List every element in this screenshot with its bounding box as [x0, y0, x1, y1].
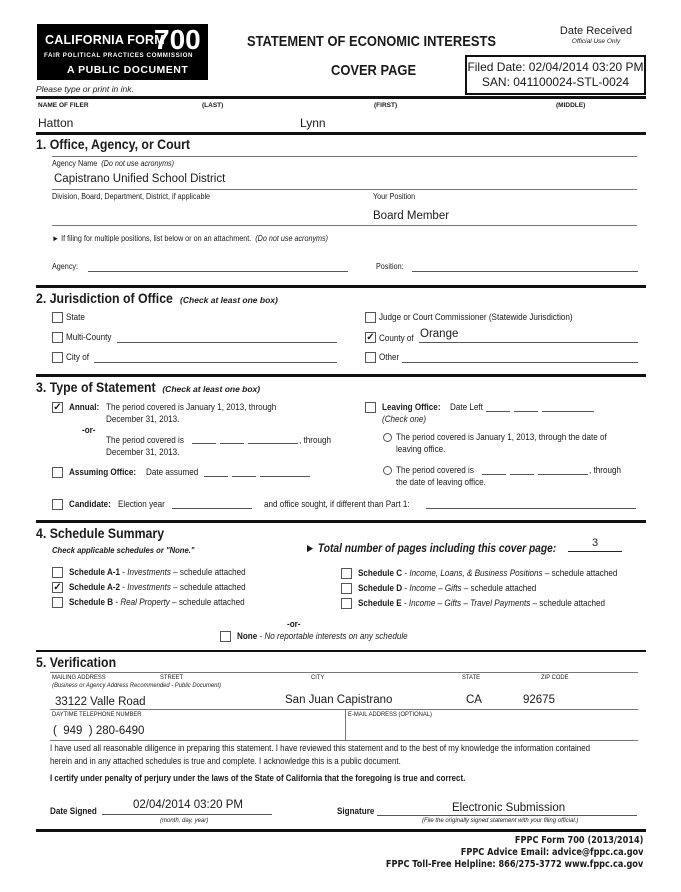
- divider: [36, 96, 646, 99]
- san-number: SAN: 041100024-STL-0024: [481, 75, 630, 89]
- divider: [52, 156, 637, 157]
- divider: [36, 132, 646, 135]
- divider: [50, 709, 638, 710]
- total-pages-underline: [568, 551, 622, 552]
- commission-label: FAIR POLITICAL PRACTICES COMMISSION: [44, 52, 194, 59]
- annual-label: Annual:: [69, 402, 100, 412]
- signature-hint: (File the originally signed statement with your filing official.): [422, 818, 579, 824]
- multi-county-checkbox[interactable]: [52, 332, 63, 343]
- county-checkbox[interactable]: [365, 332, 376, 343]
- date-signed-underline: [102, 814, 272, 815]
- date-signed-field[interactable]: 02/04/2014 03:20 PM: [133, 799, 243, 811]
- section-3-note: (Check at least one box): [162, 384, 261, 394]
- section-2-header: [36, 290, 278, 308]
- annual-text-3b: , through: [299, 435, 331, 445]
- street-label: STREET: [160, 674, 184, 681]
- city-field[interactable]: [94, 362, 337, 363]
- schedule-name: Schedule E: [358, 598, 402, 608]
- leaving-option-1-text-a: The period covered is January 1, 2013, through the date of: [396, 432, 607, 442]
- city-checkbox[interactable]: [52, 352, 63, 363]
- division-field[interactable]: [54, 208, 354, 222]
- divider: [36, 285, 646, 288]
- date-left-label: Date Left: [450, 402, 483, 412]
- schedule-suffix: – schedule attached: [463, 583, 537, 593]
- diligence-text-2: herein and in any attached schedules is true and complete. I acknowledge this is a public document.: [50, 756, 401, 766]
- annual-text-2: December 31, 2013.: [106, 414, 180, 424]
- divider: [36, 829, 646, 832]
- annual-text-3: The period covered is: [106, 435, 184, 445]
- certify-text: I certify under penalty of perjury under the laws of the State of California that the foregoing is true and correct.: [50, 773, 466, 783]
- city-field-5[interactable]: San Juan Capistrano: [285, 694, 393, 706]
- page-title: STATEMENT OF ECONOMIC INTERESTS: [247, 33, 496, 50]
- last-name-field[interactable]: Hatton: [38, 116, 74, 130]
- state-label: State: [66, 312, 85, 322]
- schedule-suffix: – schedule attached: [173, 567, 246, 577]
- none-checkbox[interactable]: [220, 631, 231, 642]
- schedule-d-label: Schedule D - Income – Gifts – schedule attached: [358, 583, 537, 593]
- filed-stamp: [465, 55, 646, 95]
- leaving-option-2-text-a: The period covered is: [396, 465, 474, 475]
- divider: [50, 672, 638, 673]
- divider: [345, 709, 346, 740]
- footer-advice-email: FPPC Advice Email: advice@fppc.ca.gov: [460, 847, 643, 858]
- schedule-desc: Investments: [127, 567, 171, 577]
- section-4-note: Check applicable schedules or "None.": [52, 545, 195, 555]
- middle-name-field[interactable]: [556, 116, 636, 130]
- division-label: Division, Board, Department, District, if applicable: [52, 192, 211, 201]
- none-label: None - No reportable interests on any schedule: [237, 631, 408, 641]
- signature-field[interactable]: Electronic Submission: [452, 802, 566, 814]
- schedule-desc: Income – Gifts: [409, 583, 462, 593]
- leaving-start-month-field[interactable]: [482, 474, 506, 475]
- county-label: County of: [379, 333, 414, 343]
- leaving-start-day-field[interactable]: [510, 474, 534, 475]
- annual-start-month-field[interactable]: [192, 443, 216, 444]
- election-year-label: Election year: [118, 499, 165, 509]
- schedule-name: Schedule B: [69, 597, 114, 607]
- phone-area-code: 949: [63, 725, 83, 737]
- state-field[interactable]: CA: [466, 694, 482, 706]
- schedule-a2-checkbox[interactable]: [52, 582, 63, 593]
- form-badge: [37, 24, 208, 80]
- schedule-suffix: – schedule attached: [173, 582, 246, 592]
- checkmark-icon: ✓: [366, 332, 375, 343]
- public-document-label: A PUBLIC DOCUMENT: [67, 64, 189, 76]
- page-subtitle: COVER PAGE: [331, 62, 417, 79]
- email-field[interactable]: [350, 724, 635, 738]
- judge-checkbox[interactable]: [365, 312, 376, 323]
- total-pages-field[interactable]: 3: [591, 537, 599, 549]
- zip-label: ZIP CODE: [541, 674, 569, 681]
- date-left-month-field[interactable]: [486, 411, 510, 412]
- city-label-5: CITY: [311, 674, 325, 681]
- leaving-option-2-radio[interactable]: [383, 466, 392, 475]
- schedule-name: Schedule A-2: [69, 582, 121, 592]
- section-1-title: 1. Office, Agency, or Court: [36, 136, 191, 152]
- schedule-name: Schedule C: [358, 568, 403, 578]
- agency-line-field[interactable]: [88, 271, 348, 272]
- mailing-address-label: MAILING ADDRESS: [52, 674, 106, 681]
- position-label: Your Position: [373, 192, 416, 201]
- section-3-title: 3. Type of Statement: [36, 379, 156, 395]
- date-hint: (month, day, year): [160, 818, 209, 824]
- other-checkbox[interactable]: [365, 352, 376, 363]
- section-5-title: 5. Verification: [36, 654, 117, 670]
- checkmark-icon: ✓: [53, 582, 62, 593]
- section-3-header: [36, 379, 260, 397]
- county-field-value[interactable]: Orange: [420, 328, 459, 340]
- schedule-c-checkbox[interactable]: [341, 568, 352, 579]
- date-left-day-field[interactable]: [514, 411, 538, 412]
- election-year-field[interactable]: [172, 508, 252, 509]
- section-2-note: (Check at least one box): [180, 295, 278, 305]
- assuming-year-field[interactable]: [260, 476, 310, 477]
- multi-county-field[interactable]: [117, 342, 337, 343]
- diligence-text-1: I have used all reasonable diligence in preparing this statement. I have reviewed this statement and to the best of my knowledge the information contained: [50, 743, 591, 753]
- first-name-field[interactable]: Lynn: [300, 116, 326, 130]
- multiple-note-text: ► If filing for multiple positions, list below or on an attachment.: [52, 234, 252, 243]
- agency-short-label: Agency:: [52, 262, 79, 271]
- form-label: CALIFORNIA FORM: [45, 33, 165, 47]
- footer-helpline: FPPC Toll-Free Helpline: 866/275-3772 www.fppc.ca.gov: [385, 859, 643, 870]
- schedule-suffix: – schedule attached: [172, 597, 245, 607]
- agency-label-text: Agency Name: [52, 159, 98, 168]
- divider: [50, 740, 638, 741]
- footer-form-version: FPPC Form 700 (2013/2014): [514, 835, 643, 846]
- multi-county-label: Multi-County: [66, 332, 112, 342]
- schedule-e-checkbox[interactable]: [341, 598, 352, 609]
- assuming-day-field[interactable]: [232, 476, 256, 477]
- none-desc: No reportable interests on any schedule: [264, 631, 408, 641]
- email-label: E-MAIL ADDRESS (OPTIONAL): [348, 711, 432, 718]
- date-received-label: Date Received: [559, 25, 633, 37]
- phone-number: 280-6490: [95, 725, 145, 737]
- assuming-office-label: Assuming Office:: [69, 467, 137, 477]
- leaving-start-year-field[interactable]: [538, 474, 588, 475]
- leaving-office-label: Leaving Office:: [382, 402, 441, 412]
- schedule-desc: Income – Gifts – Travel Payments: [408, 598, 531, 608]
- middle-name-label: (MIDDLE): [556, 102, 586, 109]
- annual-text-4: December 31, 2013.: [106, 447, 180, 457]
- section-2-title: 2. Jurisdiction of Office: [36, 290, 173, 306]
- multiple-positions-note: [52, 234, 328, 243]
- annual-start-year-field[interactable]: [248, 443, 298, 444]
- official-use-label: Official Use Only: [571, 38, 621, 45]
- candidate-label: Candidate:: [69, 499, 111, 509]
- schedule-c-label: Schedule C - Income, Loans, & Business Positions – schedule attached: [358, 568, 618, 578]
- annual-text-1: The period covered is January 1, 2013, through: [106, 402, 277, 412]
- schedule-a2-label: Schedule A-2 - Investments – schedule attached: [69, 582, 246, 592]
- county-field[interactable]: [419, 342, 638, 343]
- divider: [36, 520, 646, 523]
- schedule-a1-checkbox[interactable]: [52, 567, 63, 578]
- annual-checkbox[interactable]: [52, 402, 63, 413]
- check-one-note: (Check one): [382, 414, 427, 424]
- total-pages-label: ► Total number of pages including this cover page:: [305, 541, 557, 555]
- agency-name-field[interactable]: Capistrano Unified School District: [54, 173, 226, 185]
- date-signed-label: Date Signed: [50, 806, 97, 816]
- annual-or: -or-: [82, 425, 96, 435]
- schedule-name: Schedule D: [358, 583, 403, 593]
- state-label-5: STATE: [462, 674, 480, 681]
- section-4-title: 4. Schedule Summary: [36, 525, 165, 541]
- divider: [36, 374, 646, 377]
- city-label: City of: [66, 352, 89, 362]
- position-line-field[interactable]: [412, 271, 638, 272]
- leaving-option-1-text-b: leaving office.: [396, 444, 446, 454]
- leaving-option-2-text-c: the date of leaving office.: [396, 477, 486, 487]
- schedule-desc: Income, Loans, & Business Positions: [409, 568, 543, 578]
- schedule-b-label: Schedule B - Real Property – schedule attached: [69, 597, 245, 607]
- filed-date: Filed Date: 02/04/2014 03:20 PM: [467, 60, 644, 74]
- zip-field[interactable]: 92675: [523, 694, 555, 706]
- none-name: None: [237, 631, 258, 641]
- last-name-label: (LAST): [202, 102, 224, 109]
- multiple-note-italic: (Do not use acronyms): [255, 234, 329, 243]
- candidate-checkbox[interactable]: [52, 499, 63, 510]
- agency-note: (Do not use acronyms): [101, 159, 175, 168]
- other-label: Other: [379, 352, 400, 362]
- office-sought-field[interactable]: [426, 508, 636, 509]
- phone-field[interactable]: ( 949 ) 280-6490: [53, 725, 145, 737]
- judge-label: Judge or Court Commissioner (Statewide Jurisdiction): [379, 312, 573, 322]
- leaving-office-checkbox[interactable]: [365, 402, 376, 413]
- schedule-suffix: – schedule attached: [532, 598, 606, 608]
- checkmark-icon: ✓: [53, 402, 62, 413]
- schedule-b-checkbox[interactable]: [52, 597, 63, 608]
- assuming-office-text: Date assumed: [146, 467, 199, 477]
- address-note: (Business or Agency Address Recommended - Public Document): [52, 682, 221, 689]
- first-name-label: (FIRST): [374, 102, 398, 109]
- phone-label: DAYTIME TELEPHONE NUMBER: [52, 711, 142, 718]
- instruction-text: Please type or print in ink.: [36, 84, 134, 94]
- schedule-desc: Investments: [127, 582, 171, 592]
- schedule-suffix: – schedule attached: [544, 568, 618, 578]
- divider: [36, 650, 646, 652]
- annual-start-day-field[interactable]: [220, 443, 244, 444]
- agency-name-label: [52, 159, 174, 168]
- leaving-option-2-text-b: , through: [589, 465, 621, 475]
- schedule-e-label: Schedule E - Income – Gifts – Travel Payments – schedule attached: [358, 598, 606, 608]
- street-field[interactable]: 33122 Valle Road: [55, 696, 146, 708]
- schedule-name: Schedule A-1: [69, 567, 121, 577]
- form-number: 700: [154, 24, 201, 55]
- assuming-month-field[interactable]: [204, 476, 228, 477]
- position-field[interactable]: Board Member: [373, 210, 450, 222]
- signature-label: Signature: [337, 806, 375, 816]
- other-field[interactable]: [402, 362, 638, 363]
- schedule-a1-label: Schedule A-1 - Investments – schedule attached: [69, 567, 246, 577]
- date-left-year-field[interactable]: [542, 411, 594, 412]
- filer-label: NAME OF FILER: [38, 102, 89, 109]
- state-checkbox[interactable]: [52, 312, 63, 323]
- assuming-office-checkbox[interactable]: [52, 467, 63, 478]
- divider: [52, 225, 637, 226]
- signature-underline: [377, 815, 637, 816]
- position-short-label: Position:: [376, 262, 404, 271]
- office-sought-label: and office sought, if different than Part 1:: [264, 499, 410, 509]
- schedule-d-checkbox[interactable]: [341, 583, 352, 594]
- leaving-option-1-radio[interactable]: [383, 433, 392, 442]
- divider: [52, 189, 637, 190]
- schedule-or: -or-: [287, 619, 301, 629]
- schedule-desc: Real Property: [120, 597, 170, 607]
